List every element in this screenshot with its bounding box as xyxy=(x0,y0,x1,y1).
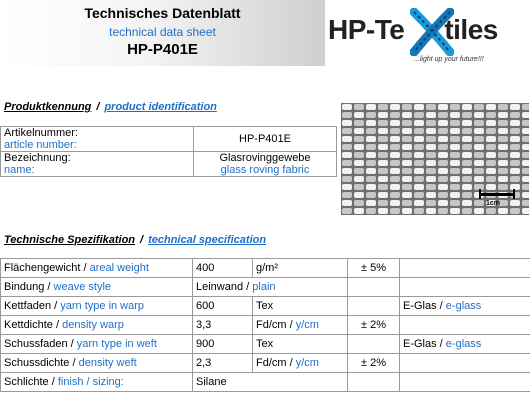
weave-cell xyxy=(510,128,520,134)
material-cell xyxy=(400,354,530,373)
logo-tagline: ...light up your future!!! xyxy=(414,56,484,63)
weave-cell xyxy=(486,184,496,190)
weave-cell xyxy=(498,208,508,214)
weave-cell xyxy=(510,176,520,182)
weave-cell xyxy=(342,144,352,150)
weave-cell xyxy=(354,168,364,174)
weave-cell xyxy=(366,176,376,182)
weave-cell xyxy=(522,128,529,134)
weave-cell xyxy=(390,152,400,158)
tolerance-cell: ± 2% xyxy=(348,354,400,373)
weave-cell xyxy=(450,160,460,166)
weave-cell xyxy=(462,104,472,110)
weave-cell xyxy=(354,120,364,126)
weave-cell xyxy=(426,152,436,158)
weave-cell xyxy=(510,144,520,150)
value-cell: Silane xyxy=(193,373,348,392)
weave-cell xyxy=(486,208,496,214)
weave-cell xyxy=(414,152,424,158)
weave-cell xyxy=(414,160,424,166)
weave-cell xyxy=(498,104,508,110)
weave-cell xyxy=(510,120,520,126)
weave-cell xyxy=(522,176,529,182)
weave-cell xyxy=(366,192,376,198)
weave-cell xyxy=(402,128,412,134)
weave-cell xyxy=(462,168,472,174)
weave-cell xyxy=(486,120,496,126)
weave-cell xyxy=(522,120,529,126)
weave-cell xyxy=(414,176,424,182)
weave-cell xyxy=(390,136,400,142)
weave-cell xyxy=(426,120,436,126)
weave-cell xyxy=(522,168,529,174)
weave-cell xyxy=(474,120,484,126)
weave-cell xyxy=(414,136,424,142)
tolerance-cell: ± 5% xyxy=(348,259,400,278)
weave-cell xyxy=(438,168,448,174)
value-cell: 400 xyxy=(193,259,253,278)
property-cell: Schussdichte / density weft xyxy=(1,354,193,373)
weave-cell xyxy=(378,144,388,150)
weave-cell xyxy=(366,184,376,190)
title-en: technical data sheet xyxy=(109,25,216,39)
value-cell: Leinwand / plain xyxy=(193,278,348,297)
weave-cell xyxy=(402,208,412,214)
weave-cell xyxy=(426,128,436,134)
weave-cell xyxy=(354,128,364,134)
weave-cell xyxy=(474,136,484,142)
weave-cell xyxy=(390,200,400,206)
weave-cell xyxy=(522,200,529,206)
weave-cell xyxy=(354,160,364,166)
weave-cell xyxy=(450,184,460,190)
weave-cell xyxy=(462,144,472,150)
weave-cell xyxy=(450,176,460,182)
weave-cell xyxy=(450,120,460,126)
weave-cell xyxy=(438,112,448,118)
weave-cell xyxy=(342,128,352,134)
weave-cell xyxy=(366,200,376,206)
weave-cell xyxy=(366,112,376,118)
weave-cell xyxy=(342,208,352,214)
weave-cell xyxy=(378,168,388,174)
weave-cell xyxy=(462,128,472,134)
weave-cell xyxy=(378,136,388,142)
property-cell: Schussfaden / yarn type in weft xyxy=(1,335,193,354)
weave-cell xyxy=(354,200,364,206)
weave-cell xyxy=(342,104,352,110)
weave-cell xyxy=(474,144,484,150)
section-title-identification: Produktkennung / product identification xyxy=(4,101,217,113)
weave-cell xyxy=(510,152,520,158)
weave-cell xyxy=(450,168,460,174)
weave-cell xyxy=(438,144,448,150)
weave-cell xyxy=(378,120,388,126)
weave-cell xyxy=(426,136,436,142)
weave-cell xyxy=(354,192,364,198)
weave-cell xyxy=(438,136,448,142)
weave-cell xyxy=(450,192,460,198)
table-row xyxy=(1,373,530,392)
weave-cell xyxy=(522,152,529,158)
weave-cell xyxy=(342,120,352,126)
weave-cell xyxy=(378,184,388,190)
weave-cell xyxy=(510,160,520,166)
weave-cell xyxy=(402,160,412,166)
weave-cell xyxy=(486,128,496,134)
weave-cell xyxy=(378,192,388,198)
scale-bar xyxy=(480,193,514,196)
label-cell: Artikelnummer: article number: xyxy=(1,127,194,152)
weave-cell xyxy=(522,184,529,190)
weave-cell xyxy=(342,192,352,198)
weave-cell xyxy=(354,184,364,190)
material-cell: E-Glas / e-glass xyxy=(400,297,530,316)
weave-cell xyxy=(366,128,376,134)
weave-cell xyxy=(462,208,472,214)
tolerance-cell: ± 2% xyxy=(348,316,400,335)
material-cell xyxy=(400,278,530,297)
weave-cell xyxy=(342,184,352,190)
weave-cell xyxy=(462,120,472,126)
weave-cell xyxy=(462,200,472,206)
weave-cell xyxy=(522,160,529,166)
weave-cell xyxy=(414,128,424,134)
weave-cell xyxy=(474,160,484,166)
weave-cell xyxy=(354,104,364,110)
weave-cell xyxy=(414,120,424,126)
table-row xyxy=(1,127,337,152)
weave-cell xyxy=(438,208,448,214)
weave-cell xyxy=(474,200,484,206)
table-row xyxy=(1,335,530,354)
weave-cell xyxy=(390,112,400,118)
weave-cell xyxy=(510,184,520,190)
tolerance-cell xyxy=(348,373,400,392)
weave-cell xyxy=(390,144,400,150)
weave-cell xyxy=(378,160,388,166)
weave-cell xyxy=(426,208,436,214)
value-cell: 900 xyxy=(193,335,253,354)
value-cell: Glasrovinggewebe glass roving fabric xyxy=(194,152,337,177)
weave-cell xyxy=(390,208,400,214)
weave-cell xyxy=(522,112,529,118)
weave-cell xyxy=(342,176,352,182)
weave-cell xyxy=(498,184,508,190)
fabric-weave-pattern xyxy=(341,103,529,215)
weave-cell xyxy=(474,176,484,182)
weave-cell xyxy=(414,168,424,174)
weave-cell xyxy=(378,176,388,182)
weave-cell xyxy=(486,160,496,166)
table-row xyxy=(1,316,530,335)
weave-cell xyxy=(366,160,376,166)
value-cell: 2,3 xyxy=(193,354,253,373)
weave-cell xyxy=(450,152,460,158)
weave-cell xyxy=(498,176,508,182)
weave-cell xyxy=(510,200,520,206)
weave-cell xyxy=(510,136,520,142)
weave-cell xyxy=(486,136,496,142)
weave-cell xyxy=(462,112,472,118)
weave-cell xyxy=(522,192,529,198)
weave-cell xyxy=(426,160,436,166)
weave-cell xyxy=(414,144,424,150)
weave-cell xyxy=(510,208,520,214)
weave-cell xyxy=(366,104,376,110)
weave-cell xyxy=(498,168,508,174)
weave-cell xyxy=(426,176,436,182)
weave-cell xyxy=(426,112,436,118)
weave-cell xyxy=(474,152,484,158)
weave-cell xyxy=(474,104,484,110)
specification-table xyxy=(0,258,530,392)
table-row xyxy=(1,152,337,177)
weave-cell xyxy=(342,200,352,206)
weave-cell xyxy=(522,104,529,110)
weave-cell xyxy=(498,128,508,134)
property-cell: Bindung / weave style xyxy=(1,278,193,297)
weave-cell xyxy=(450,136,460,142)
table-row xyxy=(1,278,530,297)
weave-cell xyxy=(510,112,520,118)
weave-cell xyxy=(462,160,472,166)
unit-cell: Fd/cm / y/cm xyxy=(253,316,348,335)
material-cell: E-Glas / e-glass xyxy=(400,335,530,354)
weave-cell xyxy=(390,128,400,134)
weave-cell xyxy=(414,104,424,110)
weave-cell xyxy=(486,104,496,110)
weave-cell xyxy=(462,184,472,190)
weave-cell xyxy=(342,136,352,142)
weave-cell xyxy=(402,168,412,174)
weave-cell xyxy=(354,136,364,142)
weave-cell xyxy=(438,200,448,206)
weave-cell xyxy=(474,112,484,118)
weave-cell xyxy=(414,112,424,118)
value-cell: HP-P401E xyxy=(194,127,337,152)
weave-cell xyxy=(498,120,508,126)
weave-cell xyxy=(438,192,448,198)
table-row xyxy=(1,259,530,278)
weave-cell xyxy=(462,176,472,182)
weave-cell xyxy=(450,128,460,134)
unit-cell: Fd/cm / y/cm xyxy=(253,354,348,373)
weave-cell xyxy=(522,144,529,150)
weave-cell xyxy=(450,104,460,110)
fabric-image xyxy=(341,103,529,215)
property-cell: Kettdichte / density warp xyxy=(1,316,193,335)
weave-cell xyxy=(402,176,412,182)
weave-cell xyxy=(462,192,472,198)
weave-cell xyxy=(402,120,412,126)
weave-cell xyxy=(378,200,388,206)
weave-cell xyxy=(402,192,412,198)
weave-cell xyxy=(390,176,400,182)
weave-cell xyxy=(366,144,376,150)
weave-cell xyxy=(450,112,460,118)
weave-cell xyxy=(486,176,496,182)
weave-cell xyxy=(450,200,460,206)
weave-cell xyxy=(366,120,376,126)
weave-cell xyxy=(342,112,352,118)
weave-cell xyxy=(354,144,364,150)
weave-cell xyxy=(414,184,424,190)
weave-cell xyxy=(390,184,400,190)
weave-cell xyxy=(402,184,412,190)
weave-cell xyxy=(498,144,508,150)
weave-cell xyxy=(402,144,412,150)
weave-cell xyxy=(486,168,496,174)
property-cell: Flächengewicht / areal weight xyxy=(1,259,193,278)
value-cell: 3,3 xyxy=(193,316,253,335)
weave-cell xyxy=(486,144,496,150)
weave-cell xyxy=(498,112,508,118)
weave-cell xyxy=(402,104,412,110)
weave-cell xyxy=(390,120,400,126)
weave-cell xyxy=(354,208,364,214)
table-row xyxy=(1,354,530,373)
weave-cell xyxy=(366,136,376,142)
weave-cell xyxy=(450,208,460,214)
weave-cell xyxy=(354,152,364,158)
weave-cell xyxy=(390,160,400,166)
unit-cell: g/m² xyxy=(253,259,348,278)
weave-cell xyxy=(510,168,520,174)
identification-table xyxy=(0,126,337,177)
material-cell xyxy=(400,316,530,335)
tolerance-cell xyxy=(348,297,400,316)
weave-cell xyxy=(486,152,496,158)
weave-cell xyxy=(342,152,352,158)
weave-cell xyxy=(366,208,376,214)
weave-cell xyxy=(378,112,388,118)
weave-cell xyxy=(438,120,448,126)
weave-cell xyxy=(486,112,496,118)
weave-cell xyxy=(402,112,412,118)
tolerance-cell xyxy=(348,335,400,354)
weave-cell xyxy=(426,144,436,150)
weave-cell xyxy=(354,176,364,182)
table-row xyxy=(1,297,530,316)
weave-cell xyxy=(366,152,376,158)
weave-cell xyxy=(414,208,424,214)
weave-cell xyxy=(390,168,400,174)
weave-cell xyxy=(402,200,412,206)
weave-cell xyxy=(426,104,436,110)
scale-label: 1cm xyxy=(486,200,501,207)
weave-cell xyxy=(474,168,484,174)
weave-cell xyxy=(498,152,508,158)
material-cell xyxy=(400,259,530,278)
scale-tick xyxy=(479,189,481,199)
weave-cell xyxy=(522,208,529,214)
x-logo-icon xyxy=(410,8,454,56)
logo-text: HP-Te tiles xyxy=(328,14,498,45)
weave-cell xyxy=(390,104,400,110)
weave-cell xyxy=(414,200,424,206)
property-cell: Kettfaden / yarn type in warp xyxy=(1,297,193,316)
material-cell xyxy=(400,373,530,392)
property-cell: Schlichte / finish / sizing: xyxy=(1,373,193,392)
weave-cell xyxy=(510,104,520,110)
weave-cell xyxy=(438,160,448,166)
weave-cell xyxy=(366,168,376,174)
weave-cell xyxy=(414,192,424,198)
weave-cell xyxy=(438,184,448,190)
label-cell: Bezeichnung: name: xyxy=(1,152,194,177)
weave-cell xyxy=(474,128,484,134)
weave-cell xyxy=(498,136,508,142)
weave-cell xyxy=(462,152,472,158)
header-box xyxy=(0,0,325,66)
weave-cell xyxy=(438,176,448,182)
value-cell: 600 xyxy=(193,297,253,316)
weave-cell xyxy=(378,104,388,110)
section-title-specification: Technische Spezifikation / technical specification xyxy=(4,234,267,246)
weave-cell xyxy=(378,128,388,134)
weave-cell xyxy=(462,136,472,142)
weave-cell xyxy=(342,168,352,174)
weave-cell xyxy=(450,144,460,150)
weave-cell xyxy=(390,192,400,198)
weave-cell xyxy=(438,152,448,158)
weave-cell xyxy=(438,128,448,134)
weave-cell xyxy=(426,184,436,190)
weave-cell xyxy=(498,160,508,166)
weave-cell xyxy=(378,152,388,158)
title-de: Technisches Datenblatt xyxy=(84,5,241,21)
weave-cell xyxy=(426,200,436,206)
company-logo xyxy=(328,6,528,74)
scale-tick xyxy=(513,189,515,199)
weave-cell xyxy=(354,112,364,118)
weave-cell xyxy=(426,192,436,198)
weave-cell xyxy=(402,136,412,142)
weave-cell xyxy=(378,208,388,214)
weave-cell xyxy=(522,136,529,142)
weave-cell xyxy=(342,160,352,166)
weave-cell xyxy=(402,152,412,158)
unit-cell: Tex xyxy=(253,335,348,354)
weave-cell xyxy=(474,208,484,214)
product-code: HP-P401E xyxy=(127,41,198,58)
weave-cell xyxy=(426,168,436,174)
weave-cell xyxy=(438,104,448,110)
tolerance-cell xyxy=(348,278,400,297)
unit-cell: Tex xyxy=(253,297,348,316)
